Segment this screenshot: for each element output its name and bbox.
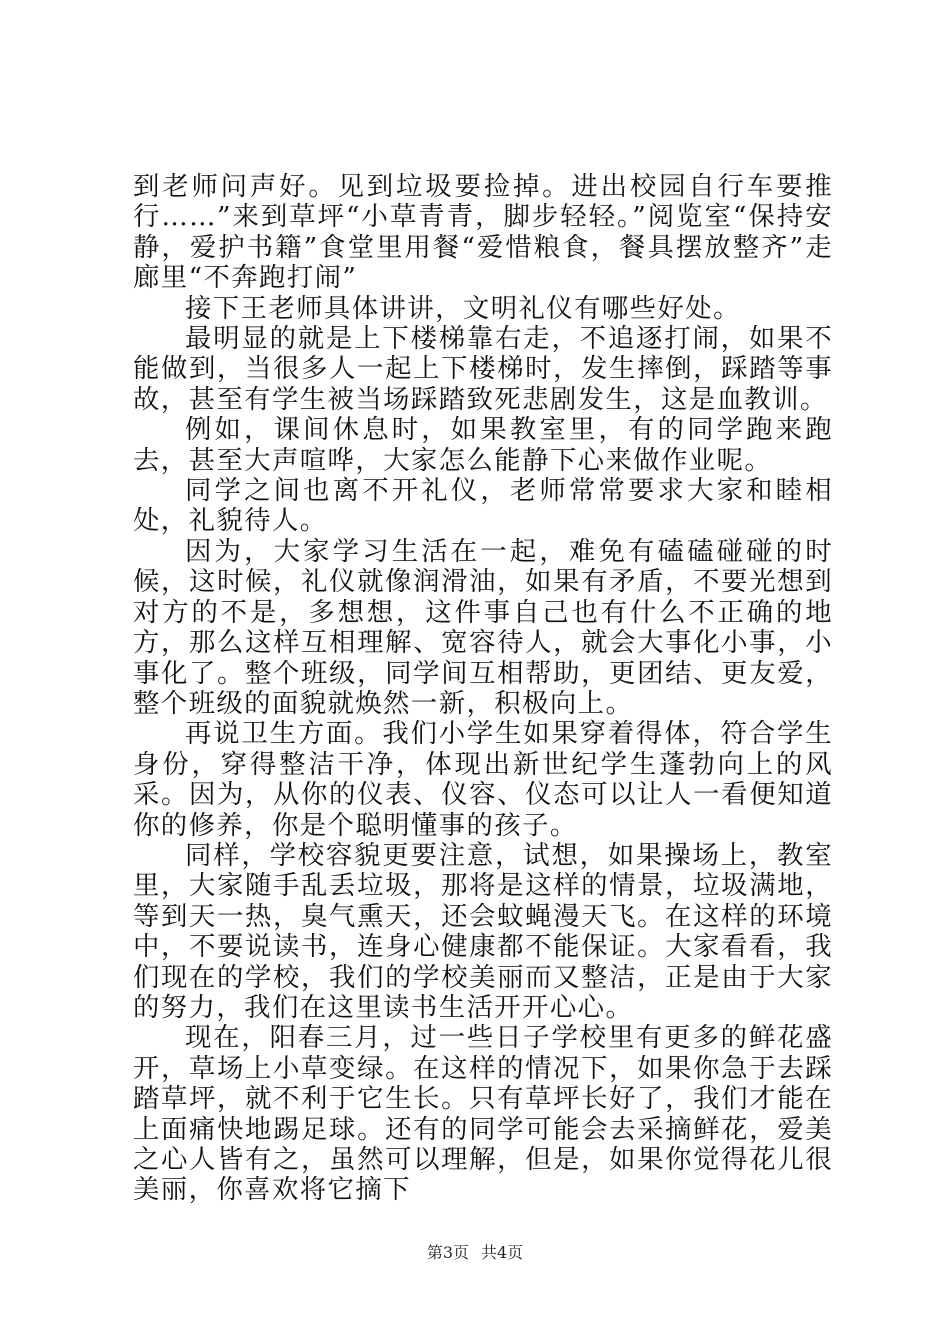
paragraph-8: 同样，学校容貌更要注意，试想，如果操场上，教室里，大家随手乱丢垃圾，那将是这样的情景，垃圾满地，等到天一热，臭气熏天，还会蚊蝇漫天飞。在这样的环境中，不要说读书，连身心健康都不能保证。大家看看，我们现在的学校，我们的学校美丽而又整洁，正是由于大家的努力，我们在这里读书生活开开心心。 (133, 839, 833, 1023)
paragraph-7: 再说卫生方面。我们小学生如果穿着得体，符合学生身份，穿得整洁干净，体现出新世纪学生蓬勃向上的风采。因为，从你的仪表、仪容、仪态可以让人一看便知道你的修养，你是个聪明懂事的孩子。 (133, 718, 833, 841)
paragraph-9: 现在，阳春三月，过一些日子学校里有更多的鲜花盛开，草场上小草变绿。在这样的情况下，如果你急于去踩踏草坪，就不利于它生长。只有草坪长好了，我们才能在上面痛快地踢足球。还有的同学可能会去采摘鲜花，爱美之心人皆有之，虽然可以理解，但是，如果你觉得花儿很美丽，你喜欢将它摘下 (133, 1022, 833, 1206)
paragraph-6: 因为，大家学习生活在一起，难免有磕磕碰碰的时候，这时候，礼仪就像润滑油，如果有矛盾，不要光想到对方的不是，多想想，这件事自己也有什么不正确的地方，那么这样互相理解、宽容待人，就会大事化小事，小事化了。整个班级，同学间互相帮助，更团结、更友爱，整个班级的面貌就焕然一新，积极向上。 (133, 535, 833, 719)
paragraph-4: 例如，课间休息时，如果教室里，有的同学跑来跑去，甚至大声喧哗，大家怎么能静下心来做作业呢。 (133, 414, 833, 476)
paragraph-1: 到老师问声好。见到垃圾要捡掉。进出校园自行车要推行……”来到草坪“小草青青，脚步轻轻。”阅览室“保持安静，爱护书籍”食堂里用餐“爱惜粮食，餐具摆放整齐”走廊里“不奔跑打闹” (133, 171, 833, 294)
page-footer (0, 1243, 950, 1263)
paragraph-5: 同学之间也离不开礼仪，老师常常要求大家和睦相处，礼貌待人。 (133, 475, 833, 537)
document-body (133, 172, 833, 1206)
page-number-total: 共4页 (481, 1243, 524, 1262)
paragraph-3: 最明显的就是上下楼梯靠右走，不追逐打闹，如果不能做到，当很多人一起上下楼梯时，发生摔倒，踩踏等事故，甚至有学生被当场踩踏致死悲剧发生，这是血教训。 (133, 323, 833, 415)
paragraph-2: 接下王老师具体讲讲，文明礼仪有哪些好处。 (185, 292, 741, 324)
page-number-current: 第3页 (426, 1243, 469, 1262)
